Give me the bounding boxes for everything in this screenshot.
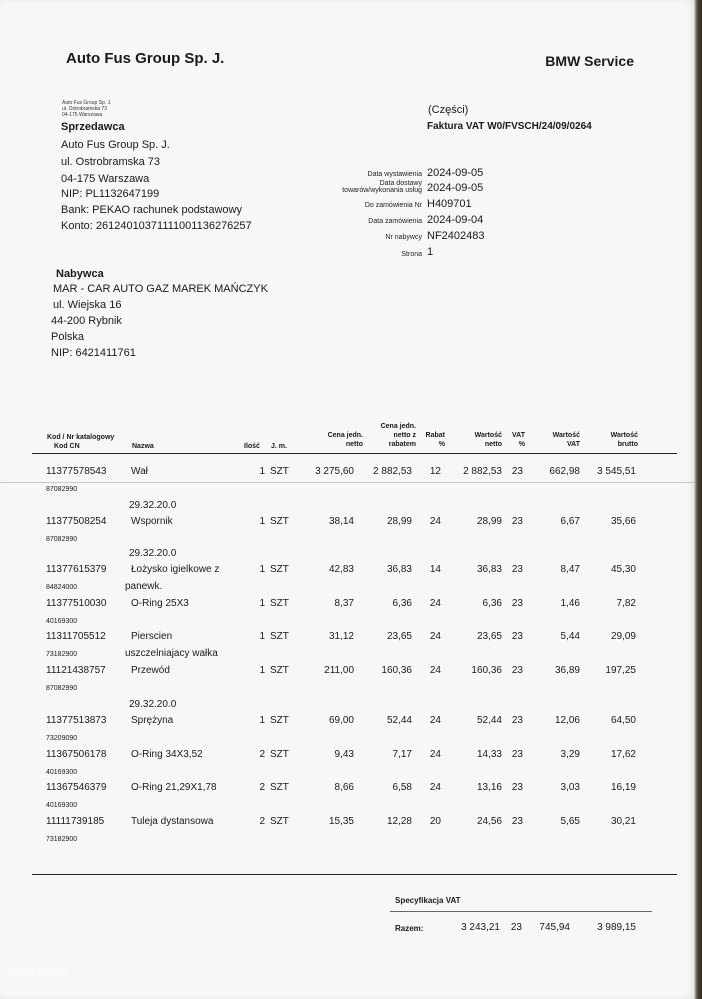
item-name: Tuleja dystansowa xyxy=(131,816,214,827)
item-disc: 24 xyxy=(429,598,441,609)
seller-bank: Bank: PEKAO rachunek podstawowy xyxy=(61,204,242,216)
item-net: 6,36 xyxy=(482,598,502,609)
item-cn-code: 40169300 xyxy=(46,618,78,625)
invoice-category: (Części) xyxy=(428,104,469,116)
vat-total-label: Razem: xyxy=(395,924,424,933)
item-vat-rate: 23 xyxy=(511,749,523,760)
item-net: 14,33 xyxy=(476,749,502,760)
company-name: Auto Fus Group Sp. J. xyxy=(66,50,225,67)
item-vat-rate: 23 xyxy=(511,665,523,676)
item-vat-rate: 23 xyxy=(511,466,523,477)
seller-account: Konto: 26124010371111001136276257 xyxy=(61,220,252,232)
col-name-header: Nazwa xyxy=(132,443,154,450)
item-price-disc: 160,36 xyxy=(381,665,412,676)
item-vat-rate: 23 xyxy=(511,598,523,609)
seller-heading: Sprzedawca xyxy=(61,121,125,133)
meta-label: Strona xyxy=(401,251,422,258)
watermark: otomoto xyxy=(8,962,68,979)
item-gross: 3 545,51 xyxy=(597,466,636,477)
item-price: 42,83 xyxy=(328,564,354,575)
meta-value: 2024-09-05 xyxy=(427,167,484,179)
item-net: 36,83 xyxy=(476,564,502,575)
item-price: 38,14 xyxy=(328,516,354,527)
vat-spec-heading: Specyfikacja VAT xyxy=(395,896,461,905)
item-gross: 64,50 xyxy=(610,715,636,726)
item-disc: 24 xyxy=(429,516,441,527)
paper-fold xyxy=(0,482,694,483)
col-discount-header: Rabat % xyxy=(425,432,445,448)
item-disc: 24 xyxy=(429,715,441,726)
item-name: Pierscien xyxy=(131,631,173,642)
item-code: 11121438757 xyxy=(46,665,106,676)
seller-small-address xyxy=(62,100,111,118)
col-cn-header: Kod CN xyxy=(54,443,80,450)
item-price: 9,43 xyxy=(334,749,354,760)
item-classification: 29.32.20.0 xyxy=(129,500,177,511)
seller-nip: NIP: PL1132647199 xyxy=(61,188,160,200)
item-code: 11367506178 xyxy=(46,749,107,760)
item-code: 11377513873 xyxy=(46,715,107,726)
item-price: 8,66 xyxy=(334,782,354,793)
item-vat-rate: 23 xyxy=(511,782,523,793)
item-vat: 6,67 xyxy=(560,516,580,527)
item-vat: 3,29 xyxy=(560,749,580,760)
col-code-header: Kod / Nr katalogowy xyxy=(47,434,115,441)
item-qty: 1 xyxy=(259,631,265,642)
item-cn-code: 87082990 xyxy=(46,486,78,493)
item-code: 11111739185 xyxy=(46,816,105,827)
item-name: Wał xyxy=(131,466,148,477)
item-price: 69,00 xyxy=(328,715,354,726)
seller-line: Auto Fus Group Sp. J. xyxy=(61,139,170,151)
item-qty: 1 xyxy=(259,564,265,575)
seller-small-line: ul. Ostrobramska 73 xyxy=(62,106,108,112)
item-vat: 3,03 xyxy=(560,782,580,793)
meta-value: H409701 xyxy=(427,198,472,210)
buyer-heading: Nabywca xyxy=(56,268,104,280)
buyer-nip: NIP: 6421411761 xyxy=(51,347,136,359)
col-vat-rate-header: VAT % xyxy=(512,432,525,448)
item-unit: SZT xyxy=(270,598,289,609)
invoice-title: Faktura VAT W0/FVSCH/24/09/0264 xyxy=(427,121,592,132)
vat-total-net: 3 243,21 xyxy=(461,922,500,933)
item-qty: 2 xyxy=(259,816,265,827)
item-unit: SZT xyxy=(270,749,289,760)
item-price-disc: 6,36 xyxy=(392,598,412,609)
item-vat: 5,65 xyxy=(560,816,580,827)
col-qty-header: Ilość xyxy=(244,443,260,450)
item-net: 2 882,53 xyxy=(463,466,502,477)
item-code: 11377615379 xyxy=(46,564,107,575)
meta-label: Data zamówienia xyxy=(368,218,422,225)
item-price-disc: 36,83 xyxy=(386,564,412,575)
item-classification: 29.32.20.0 xyxy=(129,548,177,559)
item-cn-code: 73182900 xyxy=(46,836,78,843)
meta-value: 2024-09-05 xyxy=(427,182,484,194)
item-cn-code: 73209090 xyxy=(46,735,78,742)
item-unit: SZT xyxy=(270,564,289,575)
item-unit: SZT xyxy=(270,715,289,726)
item-code: 11377508254 xyxy=(46,516,107,527)
footer-rule xyxy=(32,874,677,875)
item-cn-code: 40169300 xyxy=(46,802,78,809)
seller-small-line: 04-175 Warszawa xyxy=(62,112,103,118)
item-net: 24,56 xyxy=(476,816,502,827)
item-gross: 35,66 xyxy=(610,516,636,527)
item-qty: 1 xyxy=(259,516,265,527)
item-net: 160,36 xyxy=(471,665,502,676)
item-disc: 24 xyxy=(429,631,441,642)
item-gross: 197,25 xyxy=(605,665,636,676)
item-qty: 1 xyxy=(259,665,265,676)
buyer-line: 44-200 Rybnik xyxy=(51,315,122,327)
item-vat: 5,44 xyxy=(560,631,580,642)
item-vat: 12,06 xyxy=(554,715,580,726)
item-name: Łożysko igielkowe z xyxy=(131,564,220,575)
buyer-name: MAR - CAR AUTO GAZ MAREK MAŃCZYK xyxy=(53,283,268,295)
item-unit: SZT xyxy=(270,782,289,793)
item-vat: 36,89 xyxy=(554,665,580,676)
col-vat-header: Wartość VAT xyxy=(552,432,580,448)
item-cn-code: 84824000 xyxy=(46,584,78,591)
item-price: 211,00 xyxy=(324,665,354,676)
vat-spec-rule xyxy=(390,911,652,912)
item-name: Sprężyna xyxy=(131,715,174,726)
item-name: O-Ring 34X3,52 xyxy=(131,749,203,760)
item-price: 8,37 xyxy=(334,598,354,609)
item-price-disc: 28,99 xyxy=(386,516,412,527)
item-vat-rate: 23 xyxy=(511,715,523,726)
col-unit-header: J. m. xyxy=(271,443,287,450)
item-name: O-Ring 25X3 xyxy=(131,598,189,609)
item-disc: 24 xyxy=(429,749,441,760)
item-price-disc: 23,65 xyxy=(386,631,412,642)
col-gross-header: Wartość brutto xyxy=(610,432,638,448)
item-net: 13,16 xyxy=(476,782,502,793)
item-code: 11367546379 xyxy=(46,782,107,793)
item-disc: 14 xyxy=(429,564,441,575)
item-cn-code: 87082990 xyxy=(46,536,78,543)
item-qty: 2 xyxy=(259,749,265,760)
item-unit: SZT xyxy=(270,516,289,527)
item-price: 15,35 xyxy=(328,816,354,827)
item-price-disc: 6,58 xyxy=(392,782,412,793)
item-code: 11311705512 xyxy=(46,631,106,642)
item-cn-code: 73182900 xyxy=(46,651,78,658)
item-gross: 7,82 xyxy=(616,598,636,609)
seller-small-line: Auto Fus Group Sp. J. xyxy=(62,100,112,106)
vat-total-gross: 3 989,15 xyxy=(597,922,636,933)
item-price-disc: 7,17 xyxy=(392,749,412,760)
item-net: 52,44 xyxy=(476,715,502,726)
vat-total-vat: 745,94 xyxy=(539,922,570,933)
item-unit: SZT xyxy=(270,631,289,642)
item-net: 23,65 xyxy=(476,631,502,642)
item-name: Przewód xyxy=(131,665,170,676)
seller-line: ul. Ostrobramska 73 xyxy=(61,156,161,168)
item-price: 3 275,60 xyxy=(315,466,354,477)
item-vat-rate: 23 xyxy=(511,631,523,642)
item-code: 11377510030 xyxy=(46,598,107,609)
seller-line: 04-175 Warszawa xyxy=(61,173,150,185)
item-disc: 12 xyxy=(429,466,441,477)
brand-name: BMW Service xyxy=(545,53,634,69)
item-net: 28,99 xyxy=(476,516,502,527)
item-gross: 30,21 xyxy=(610,816,636,827)
buyer-line: Polska xyxy=(51,331,85,343)
item-qty: 2 xyxy=(259,782,265,793)
meta-value: NF2402483 xyxy=(427,230,485,242)
item-unit: SZT xyxy=(270,466,289,477)
item-price-disc: 2 882,53 xyxy=(373,466,412,477)
item-name-continued: uszczelniajacy wałka xyxy=(125,648,218,659)
item-price-disc: 52,44 xyxy=(386,715,412,726)
item-name: Wspornik xyxy=(131,516,173,527)
item-vat: 662,98 xyxy=(549,466,580,477)
item-vat-rate: 23 xyxy=(511,816,523,827)
col-net-header: Wartość netto xyxy=(474,432,502,448)
meta-value: 2024-09-04 xyxy=(427,214,484,226)
item-cn-code: 87082990 xyxy=(46,685,78,692)
meta-value: 1 xyxy=(427,246,434,258)
item-disc: 24 xyxy=(429,782,441,793)
item-vat-rate: 23 xyxy=(511,564,523,575)
meta-label: Data wystawienia xyxy=(367,171,422,178)
item-unit: SZT xyxy=(270,816,289,827)
meta-label: Data dostawy towarów/wykonania usług xyxy=(342,180,422,194)
item-unit: SZT xyxy=(270,665,289,676)
item-disc: 20 xyxy=(429,816,441,827)
item-gross: 17,62 xyxy=(610,749,636,760)
meta-label: Nr nabywcy xyxy=(385,234,422,241)
item-cn-code: 40169300 xyxy=(46,769,78,776)
col-price-header: Cena jedn. netto xyxy=(327,432,363,448)
item-name: O-Ring 21,29X1,78 xyxy=(131,782,217,793)
vat-total-rate: 23 xyxy=(510,922,522,933)
item-gross: 45,30 xyxy=(610,564,636,575)
item-price: 31,12 xyxy=(328,631,354,642)
item-name-continued: panewk. xyxy=(125,581,163,592)
header-rule xyxy=(32,453,677,454)
item-code: 11377578543 xyxy=(46,466,107,477)
item-gross: 16,19 xyxy=(610,782,636,793)
item-qty: 1 xyxy=(259,598,265,609)
item-classification: 29.32.20.0 xyxy=(129,699,177,710)
item-vat-rate: 23 xyxy=(511,516,523,527)
col-price-disc-header: Cena jedn. netto z rabatem xyxy=(380,423,416,448)
item-qty: 1 xyxy=(259,715,265,726)
buyer-line: ul. Wiejska 16 xyxy=(53,299,122,311)
item-price-disc: 12,28 xyxy=(386,816,412,827)
paper-edge xyxy=(694,0,702,999)
item-vat: 1,46 xyxy=(560,598,580,609)
item-disc: 24 xyxy=(429,665,441,676)
item-qty: 1 xyxy=(259,466,265,477)
meta-label: Do zamówienia Nr xyxy=(364,202,422,209)
item-vat: 8,47 xyxy=(560,564,580,575)
item-gross: 29,09 xyxy=(610,631,636,642)
